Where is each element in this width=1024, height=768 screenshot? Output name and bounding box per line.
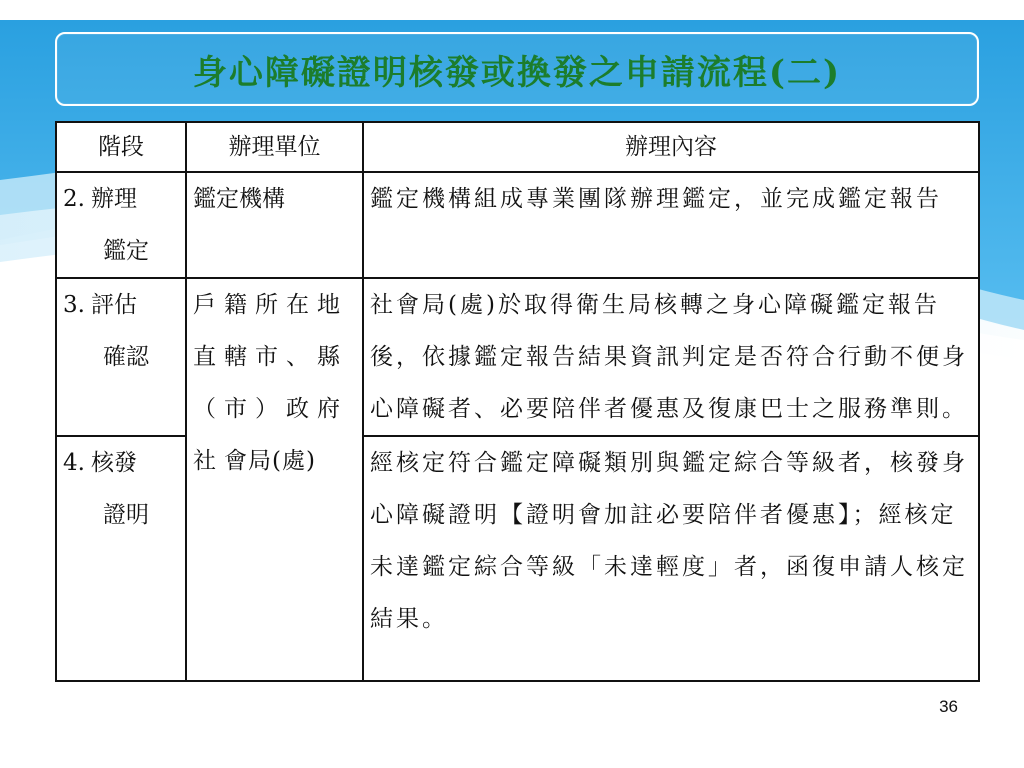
stage-line1: 核發: [91, 450, 137, 476]
stage-number: 2.: [63, 186, 85, 212]
stage-line2: 確認: [103, 344, 149, 370]
stage-line2: 鑑定: [103, 238, 149, 264]
stage-number: 3.: [63, 292, 85, 318]
unit-cell: 鑑定機構: [186, 172, 363, 278]
table-row: [56, 172, 979, 278]
content-cell: 經核定符合鑑定障礙類別與鑑定綜合等級者，核發身心障礙證明【證明會加註必要陪伴者優惠】；經核定未達鑑定綜合等級「未達輕度」者，函復申請人核定結果。: [363, 436, 979, 681]
stage-line1: 辦理: [91, 186, 137, 212]
page-number: 36: [939, 697, 958, 716]
stage-number: 4.: [63, 450, 85, 476]
unit-cell-merged: [186, 278, 363, 681]
table-row: [56, 278, 979, 436]
stage-line2: 證明: [103, 502, 149, 528]
slide-title: 身心障礙證明核發或換發之申請流程(二): [192, 52, 842, 93]
unit-text: 戶籍所在地直轄市、縣（市）政府社: [193, 292, 348, 474]
content-cell: 社會局(處)於取得衛生局核轉之身心障礙鑑定報告後，依據鑑定報告結果資訊判定是否符合行動不便身心障礙者、必要陪伴者優惠及復康巴士之服務準則。: [363, 278, 979, 436]
header-unit: 辦理單位: [186, 122, 363, 172]
unit-text-last: 會局(處): [224, 448, 316, 474]
process-table: [55, 121, 980, 682]
stage-cell: [56, 278, 186, 436]
header-stage: 階段: [56, 122, 186, 172]
stage-line1: 評估: [91, 292, 137, 318]
content-cell: 鑑定機構組成專業團隊辦理鑑定，並完成鑑定報告: [363, 172, 979, 278]
title-box: [55, 32, 979, 106]
header-content: 辦理內容: [363, 122, 979, 172]
stage-cell: [56, 436, 186, 681]
table-header-row: [56, 122, 979, 172]
stage-cell: [56, 172, 186, 278]
